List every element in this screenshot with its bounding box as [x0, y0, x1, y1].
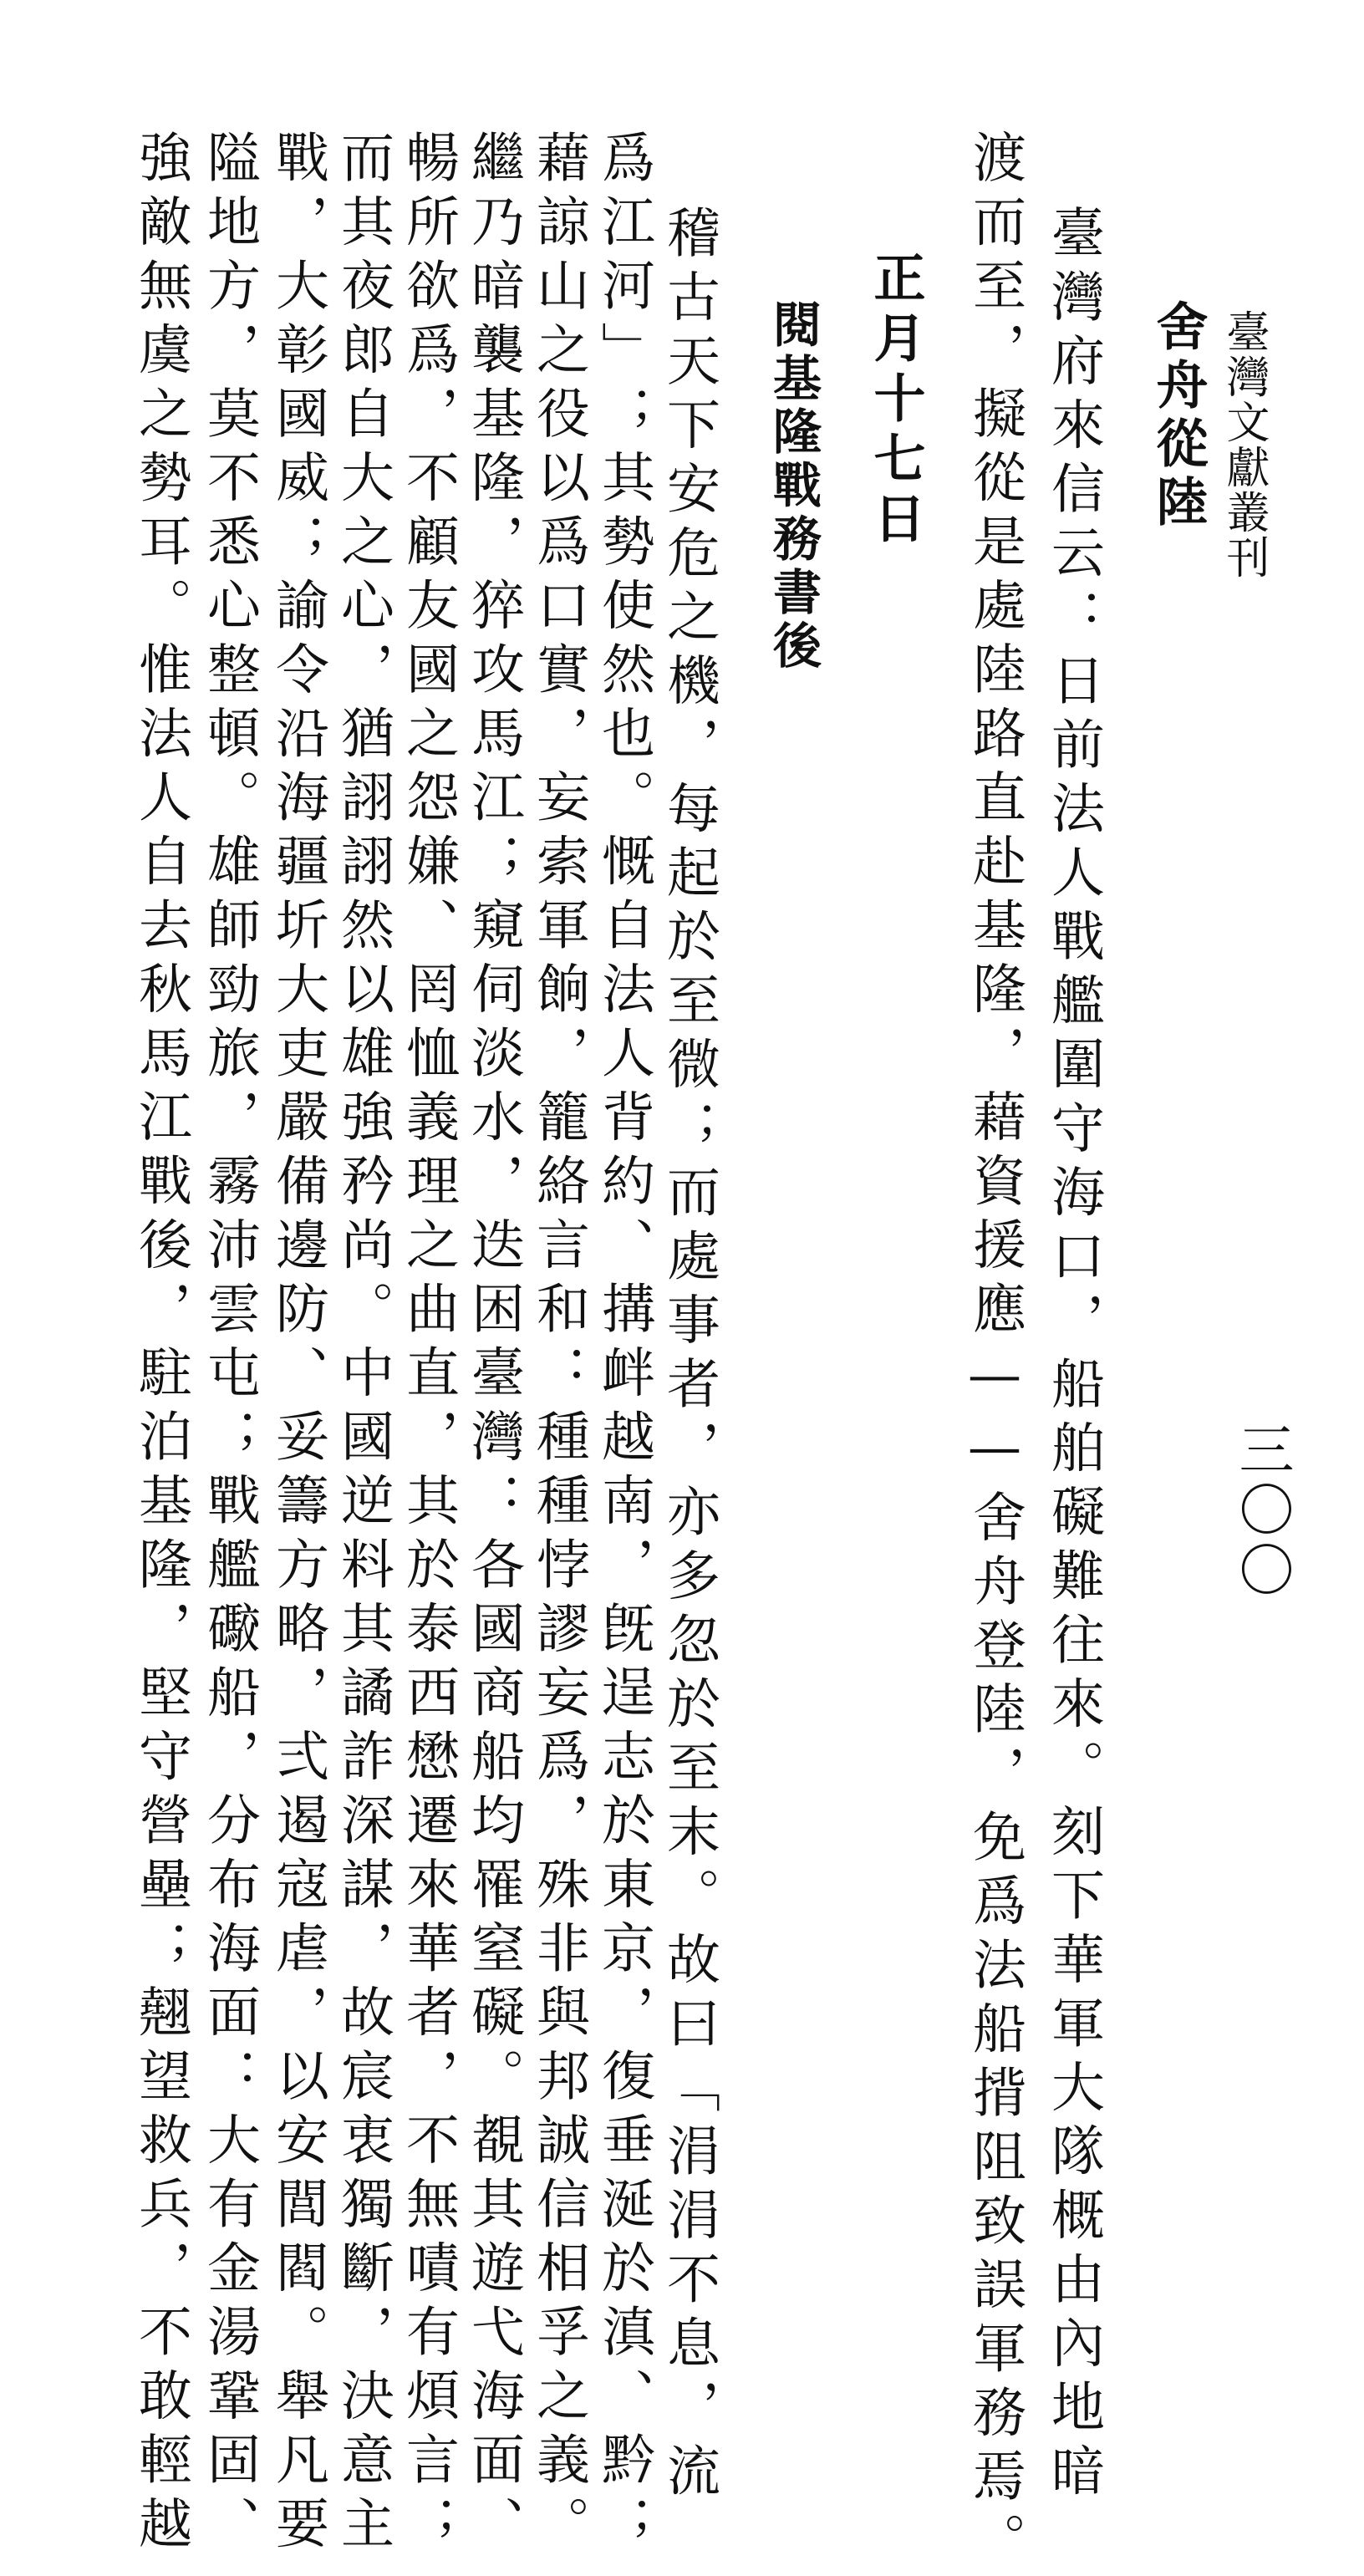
series-title: 臺灣文獻叢刊: [1219, 309, 1269, 580]
essay-title: 閱基隆戰務書後: [765, 299, 822, 674]
essay-body-line: 爲江河」；其勢使然也。慨自法人背約、搆衅越南，旣逞志於東京，復垂涎於滇、黔；: [593, 130, 654, 2559]
essay-body-line: 強敵無虞之勢耳。惟法人自去秋馬江戰後，駐泊基隆，堅守營壘；翹望救兵，不敢輕越: [130, 130, 191, 2559]
essay-body-line: 藉諒山之役以爲口實，妄索軍餉，籠絡言和：種種悖謬妄爲，殊非與邦誠信相孚之義。: [527, 130, 589, 2559]
essay-body-line: 戰，大彰國威；諭令沿海疆圻大吏嚴備邊防、妥籌方略，弍遏寇虐，以安閭閻。舉凡要: [267, 130, 328, 2559]
essay-body-line: 暢所欲爲，不顧友國之怨嫌、罔恤義理之曲直，其於泰西懋遷來華者，不無嘖有煩言；: [397, 130, 459, 2559]
essay-body-line: 稽古天下安危之機，每起於至微；而處事者，亦多忽於至末。故曰「涓涓不息，流: [658, 205, 720, 2507]
essay-body-line: 隘地方，莫不悉心整頓。雄師勁旅，霧沛雲屯；戰艦礮船，分布海面：大有金湯鞏固、: [198, 130, 260, 2559]
essay-body-line: 而其夜郎自大之心，猶詡詡然以雄強矜尚。中國逆料其譎詐深謀，故宸衷獨斷，決意主: [332, 130, 394, 2559]
page-number: 三〇〇: [1229, 1421, 1294, 1601]
essay-body-line: 繼乃暗襲基隆，猝攻馬江；窺伺淡水，迭困臺灣：各國商船均罹窒礙。覩其遊弋海面、: [462, 130, 524, 2559]
section-body-line: 渡而至，擬從是處陸路直赴基隆，藉資援應——舍舟登陸，免爲法船揹阻致誤軍務焉。: [964, 130, 1026, 2576]
date-heading: 正月十七日: [865, 251, 926, 552]
section-body-line: 臺灣府來信云：日前法人戰艦圍守海口，船舶礙難往來。刻下華軍大隊概由內地暗: [1042, 205, 1104, 2507]
section-title: 舍舟從陸: [1148, 299, 1209, 533]
